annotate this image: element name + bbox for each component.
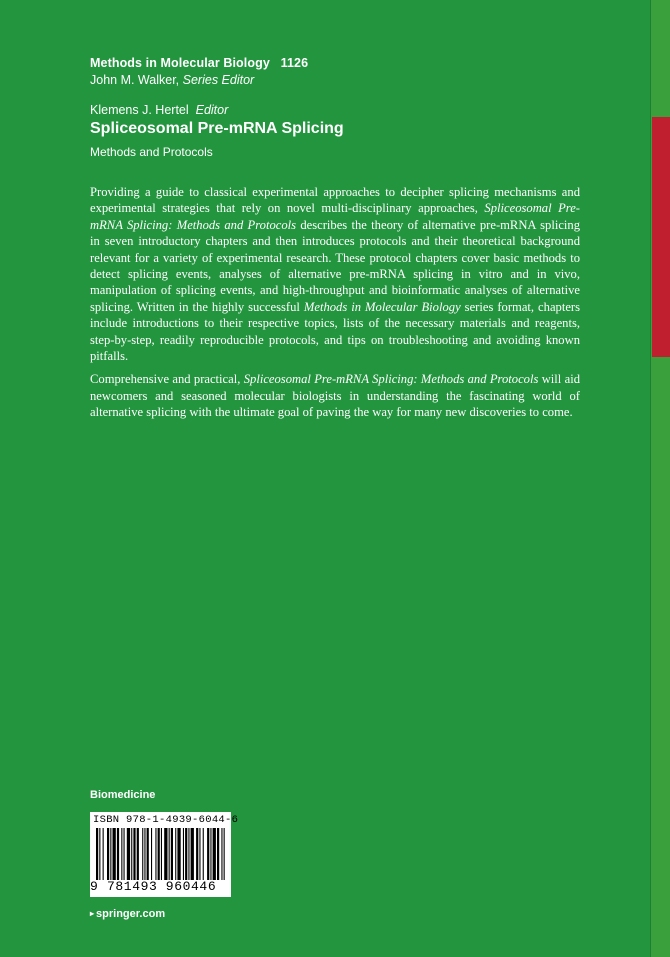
- book-editor-line: [90, 103, 228, 117]
- book-title: Spliceosomal Pre-mRNA Splicing: [90, 120, 344, 137]
- spine-red-tab: [652, 117, 670, 357]
- series-name: Methods in Molecular Biology: [90, 56, 270, 70]
- ean-digits: 781493 960446: [107, 879, 217, 894]
- isbn-text: ISBN 978-1-4939-6044-6: [93, 814, 239, 826]
- subject-category: Biomedicine: [90, 789, 156, 801]
- ean-first-digit: 9: [90, 879, 98, 894]
- book-subtitle: Methods and Protocols: [90, 145, 213, 159]
- arrow-right-icon: ▸: [90, 909, 95, 918]
- website-url: springer.com: [96, 908, 166, 920]
- series-editor-name: John M. Walker,: [90, 73, 180, 87]
- blurb-text: Providing a guide to classical experimental approaches to decipher splicing mechanisms and experimental strategies that rely on novel multi-disciplinary approaches,: [90, 185, 580, 216]
- blurb-text: will aid newcomers and seasoned molecular biologists in understanding the fascinating world of alternative splicing with the ultimate goal of paving the way for many new discoveries to come.: [90, 372, 581, 420]
- blurb-paragraph-1: [90, 184, 580, 364]
- book-editor-name: Klemens J. Hertel: [90, 103, 189, 117]
- barcode-bars-icon: [96, 828, 225, 880]
- blurb-paragraph-2: [90, 371, 580, 420]
- blurb-text: series format, chapters include introductions to their respective topics, lists of the necessary materials and reagents, step-by-step, readily reproducible protocols, and tips on troubleshooting and avoiding known pitfalls.: [90, 299, 581, 364]
- series-line: [90, 56, 308, 70]
- website-link[interactable]: [90, 908, 165, 920]
- blurb: [90, 184, 580, 428]
- blurb-text: Comprehensive and practical,: [90, 372, 244, 387]
- series-editor-line: [90, 73, 254, 87]
- book-editor-role: Editor: [195, 103, 229, 117]
- blurb-series-title: Methods in Molecular Biology: [303, 299, 461, 314]
- series-editor-role: Series Editor: [182, 73, 255, 87]
- blurb-book-title: Spliceosomal Pre-mRNA Splicing: Methods and Protocols: [243, 372, 539, 387]
- blurb-text: describes the theory of alternative pre-mRNA splicing in seven introductory chapters and then introduces protocols and their theoretical background relevant for a variety of experimental research. These protocol chapters cover basic methods to detect splicing events, analyses of alternative pre-mRNA splicing in vitro and in vivo, manipulation of splicing events, and high-throughput and bioinformatic analyses of alternative splicing. Written in the highly successful: [90, 217, 580, 314]
- isbn-barcode: [90, 812, 239, 897]
- series-volume: 1126: [280, 56, 309, 70]
- blurb-book-title: Spliceosomal Pre-mRNA Splicing: Methods and Protocols: [90, 201, 580, 232]
